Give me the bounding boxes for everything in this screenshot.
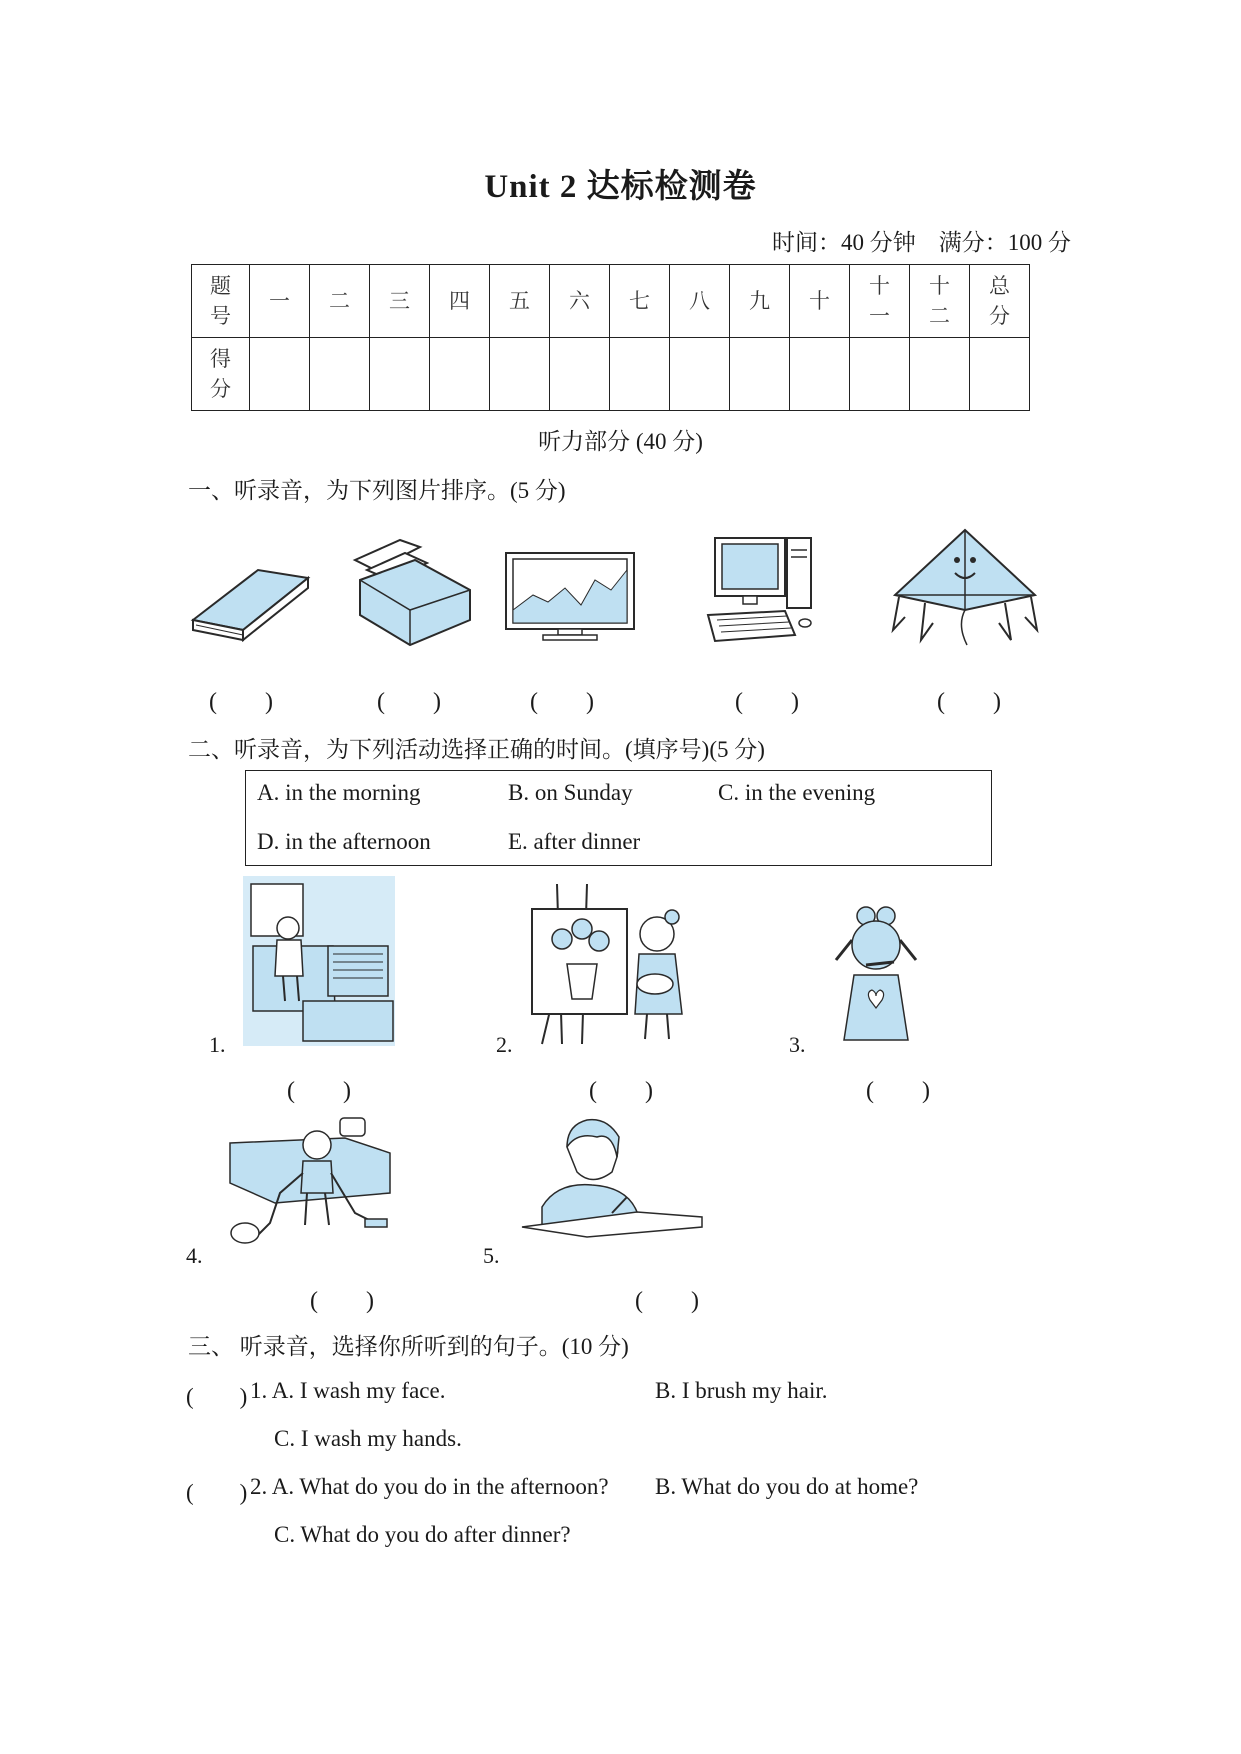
cell-12 [910, 265, 970, 338]
q2-option-b: B. What do you do at home? [655, 1474, 919, 1499]
girl-brushing-teeth-icon [826, 900, 936, 1050]
answer-blank[interactable]: ( ) [310, 1288, 374, 1314]
item-number: 1. [209, 1032, 226, 1057]
boy-watching-tv-icon [243, 876, 395, 1046]
cell-text: 得分 [210, 346, 231, 401]
cell-3: 三 [370, 265, 430, 338]
section-1-title: 一、听录音，为下列图片排序。(5 分) [188, 478, 566, 503]
answer-blank[interactable]: ( ) [209, 689, 273, 715]
score-cell[interactable] [670, 338, 730, 411]
girl-painting-icon [527, 879, 692, 1049]
q1-option-a: 1. A. I wash my face. [250, 1378, 446, 1403]
option-e: E. after dinner [508, 829, 641, 854]
score-cell[interactable] [550, 338, 610, 411]
score-cell[interactable] [370, 338, 430, 411]
option-c: C. in the evening [718, 780, 876, 805]
score-table [191, 264, 1030, 411]
score-cell[interactable] [790, 338, 850, 411]
item-number: 5. [483, 1243, 500, 1268]
answer-blank[interactable]: ( ) [866, 1078, 930, 1104]
cell-4: 四 [430, 265, 490, 338]
option-d: D. in the afternoon [257, 829, 431, 854]
answer-blank[interactable]: ( ) [530, 689, 594, 715]
answer-blank[interactable]: ( ) [735, 689, 799, 715]
cell-tihao [192, 265, 250, 338]
listening-heading: 听力部分 (40 分) [538, 429, 703, 454]
score-cell[interactable] [850, 338, 910, 411]
item-number: 3. [789, 1032, 806, 1057]
computer-icon [705, 535, 817, 647]
score-table-score-row [192, 338, 1030, 411]
score-cell[interactable] [970, 338, 1030, 411]
cell-1: 一 [250, 265, 310, 338]
q1-paren[interactable]: ( ) [186, 1384, 248, 1409]
q2-paren[interactable]: ( ) [186, 1480, 248, 1505]
answer-blank[interactable]: ( ) [937, 689, 1001, 715]
section-2-title: 二、听录音，为下列活动选择正确的时间。(填序号)(5 分) [188, 737, 765, 762]
q2-option-c: C. What do you do after dinner? [274, 1522, 571, 1547]
score-cell[interactable] [430, 338, 490, 411]
q1-option-b: B. I brush my hair. [655, 1378, 828, 1403]
score-table-header-row [192, 265, 1030, 338]
cell-defen [192, 338, 250, 411]
cell-2: 二 [310, 265, 370, 338]
score-cell[interactable] [610, 338, 670, 411]
score-cell[interactable] [490, 338, 550, 411]
cell-text: 总分 [989, 273, 1010, 328]
answer-blank[interactable]: ( ) [287, 1078, 351, 1104]
kite-icon [885, 525, 1045, 650]
exam-meta: 时间：40 分钟 满分：100 分 [772, 230, 1071, 255]
item-number: 4. [186, 1243, 203, 1268]
cell-6: 六 [550, 265, 610, 338]
cell-5: 五 [490, 265, 550, 338]
cell-10: 十 [790, 265, 850, 338]
cell-total [970, 265, 1030, 338]
answer-blank[interactable]: ( ) [589, 1078, 653, 1104]
tv-icon [503, 550, 638, 645]
q1-option-c: C. I wash my hands. [274, 1426, 462, 1451]
q2-option-a: 2. A. What do you do in the afternoon? [250, 1474, 609, 1499]
cell-text: 十二 [929, 273, 950, 328]
answer-blank[interactable]: ( ) [377, 689, 441, 715]
item-number: 2. [496, 1032, 513, 1057]
score-cell[interactable] [730, 338, 790, 411]
cell-text: 十一 [869, 273, 890, 328]
option-a: A. in the morning [257, 780, 421, 805]
cell-9: 九 [730, 265, 790, 338]
score-cell[interactable] [250, 338, 310, 411]
page-title: Unit 2 达标检测卷 [484, 169, 757, 205]
cell-text: 题号 [210, 273, 231, 328]
score-cell[interactable] [310, 338, 370, 411]
score-cell[interactable] [910, 338, 970, 411]
bed-icon [345, 535, 475, 650]
boy-vacuuming-icon [225, 1113, 395, 1253]
book-icon [188, 560, 313, 650]
cell-7: 七 [610, 265, 670, 338]
boy-doing-homework-icon [517, 1117, 707, 1242]
section-3-title: 三、 听录音，选择你所听到的句子。(10 分) [188, 1334, 629, 1359]
cell-11 [850, 265, 910, 338]
option-b: B. on Sunday [508, 780, 633, 805]
answer-blank[interactable]: ( ) [635, 1288, 699, 1314]
cell-8: 八 [670, 265, 730, 338]
